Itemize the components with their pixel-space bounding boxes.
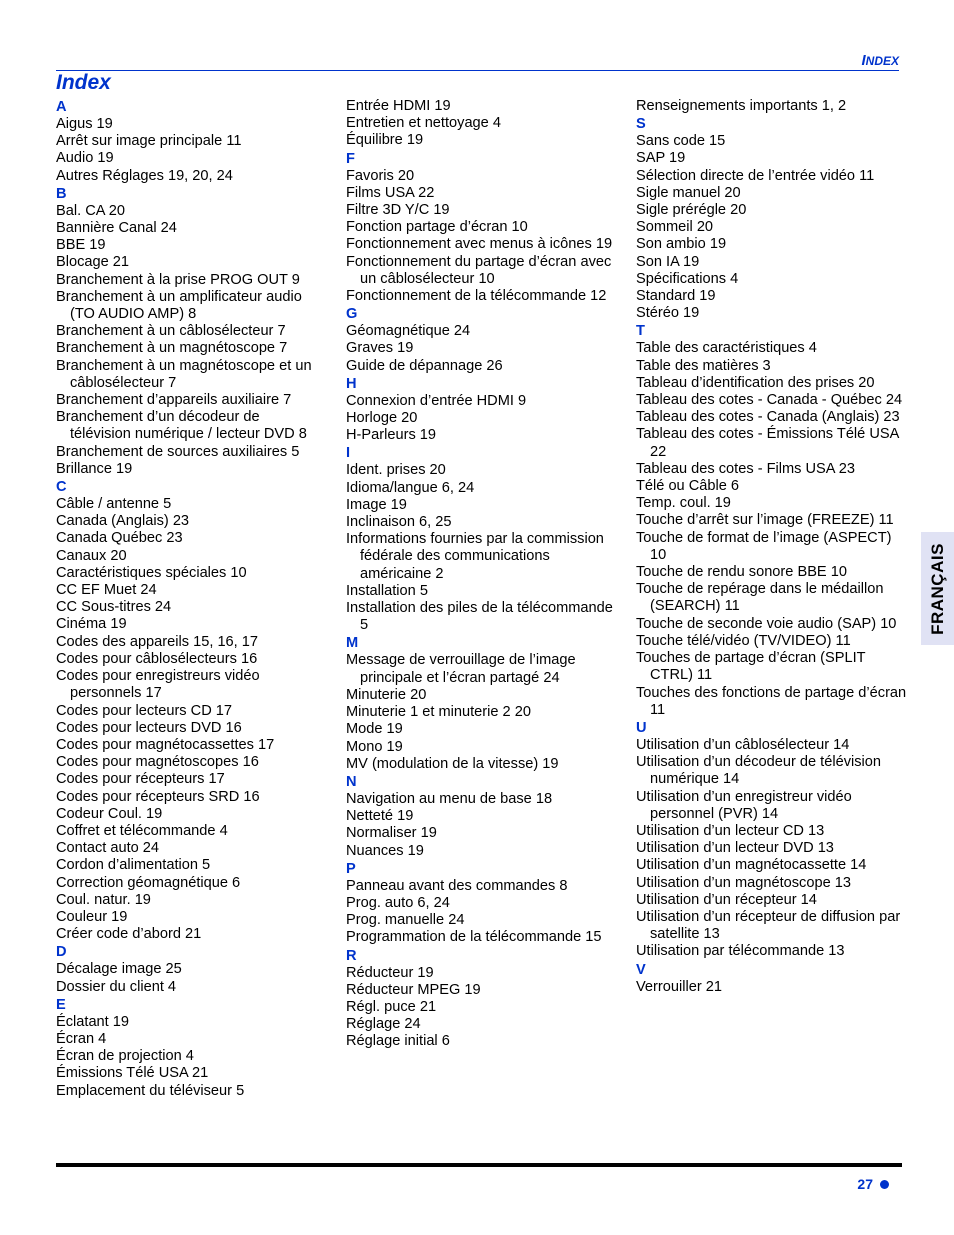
index-letter-n: N [346, 773, 357, 790]
index-entry: Codes pour câblosélecteurs 16 [56, 650, 258, 667]
index-entry: Branchement à un magnétoscope et un câblosélecteur 7 [56, 357, 312, 391]
index-entry: Cordon d’alimentation 5 [56, 857, 211, 874]
index-entry: Utilisation d’un magnétocassette 14 [636, 857, 867, 874]
index-entry: Réducteur MPEG 19 [346, 981, 481, 998]
language-side-tab-label: FRANÇAIS [927, 542, 947, 635]
index-column-1 [56, 98, 321, 1100]
index-entry: Utilisation par télécommande 13 [636, 943, 845, 960]
index-entry: Verrouiller 21 [636, 978, 722, 995]
index-entry: Idioma/langue 6, 24 [346, 479, 475, 496]
index-entry: Arrêt sur image principale 11 [56, 133, 242, 150]
index-entry: Créer code d’abord 21 [56, 926, 202, 943]
index-entry: Touche de repérage dans le médaillon (SEARCH) 11 [636, 581, 884, 615]
index-entry: Temp. coul. 19 [636, 495, 731, 512]
index-entry: Écran 4 [56, 1030, 107, 1047]
index-entry: Image 19 [346, 496, 407, 513]
index-entry: Codes pour lecteurs DVD 16 [56, 719, 242, 736]
index-entry: Sigle prérégle 20 [636, 202, 747, 219]
index-entry: Codes pour magnétoscopes 16 [56, 754, 259, 771]
index-entry: Télé ou Câble 6 [636, 478, 740, 495]
index-letter-h: H [346, 375, 357, 392]
index-entry: Touche de format de l’image (ASPECT) 10 [636, 529, 892, 563]
index-entry: Codes pour récepteurs SRD 16 [56, 788, 260, 805]
index-entry: MV (modulation de la vitesse) 19 [346, 755, 559, 772]
index-entry: Brillance 19 [56, 460, 133, 477]
index-entry: Tableau des cotes - Émissions Télé USA 22 [636, 426, 899, 460]
index-letter-r: R [346, 947, 357, 964]
index-entry: Autres Réglages 19, 20, 24 [56, 167, 233, 184]
top-rule [56, 70, 899, 71]
index-entry: Netteté 19 [346, 808, 414, 825]
index-letter-e: E [56, 996, 66, 1013]
index-entry: Mode 19 [346, 721, 403, 738]
index-entry: Audio 19 [56, 150, 114, 167]
index-entry: Normaliser 19 [346, 825, 437, 842]
index-entry: Entrée HDMI 19 [346, 98, 451, 114]
index-entry: Touche télé/vidéo (TV/VIDEO) 11 [636, 632, 851, 649]
index-entry: Équilibre 19 [346, 132, 424, 149]
index-entry: Bannière Canal 24 [56, 220, 177, 237]
index-entry: Utilisation d’un lecteur DVD 13 [636, 840, 834, 857]
index-entry: Codes des appareils 15, 16, 17 [56, 633, 259, 650]
index-column-2 [346, 98, 616, 1051]
index-entry: Fonction partage d’écran 10 [346, 219, 528, 236]
index-entry: H-Parleurs 19 [346, 427, 437, 444]
page-title: Index [56, 71, 111, 94]
index-entry: Sélection directe de l’entrée vidéo 11 [636, 167, 875, 184]
index-entry: Décalage image 25 [56, 961, 182, 978]
index-entry: Bal. CA 20 [56, 202, 125, 219]
running-head [861, 52, 899, 69]
index-entry: Message de verrouillage de l’image principale et l’écran partagé 24 [346, 652, 576, 686]
index-entry: Blocage 21 [56, 254, 130, 271]
index-entry: Codes pour enregistreurs vidéo personnels 17 [56, 668, 260, 702]
index-entry: Tableau des cotes - Canada (Anglais) 23 [636, 409, 900, 426]
index-entry: Touches des fonctions de partage d’écran 11 [636, 684, 907, 718]
index-entry: Installation des piles de la télécommande 5 [346, 600, 613, 634]
index-entry: Touches de partage d’écran (SPLIT CTRL) 11 [636, 650, 866, 684]
index-letter-t: T [636, 323, 645, 340]
index-entry: Inclinaison 6, 25 [346, 514, 452, 531]
index-entry: Touche d’arrêt sur l’image (FREEZE) 11 [636, 512, 894, 529]
index-letter-b: B [56, 185, 67, 202]
page-number: 27 [857, 1176, 873, 1192]
index-entry: Standard 19 [636, 288, 716, 305]
index-entry: Caractéristiques spéciales 10 [56, 564, 247, 581]
index-entry: Cinéma 19 [56, 616, 127, 633]
index-entry: Emplacement du téléviseur 5 [56, 1082, 245, 1099]
index-letter-i: I [346, 445, 351, 462]
bullet-icon [880, 1180, 889, 1189]
index-letter-u: U [636, 719, 647, 736]
index-entry: Contact auto 24 [56, 840, 160, 857]
bottom-rule [56, 1163, 902, 1167]
index-entry: Géomagnétique 24 [346, 323, 471, 340]
running-head-rest: NDEX [865, 54, 899, 68]
index-entry: Écran de projection 4 [56, 1048, 194, 1065]
index-entry: Codes pour récepteurs 17 [56, 771, 225, 788]
index-entry: Branchement de sources auxiliaires 5 [56, 443, 300, 460]
index-entry: BBE 19 [56, 237, 106, 254]
index-entry: Dossier du client 4 [56, 978, 177, 995]
index-entry: Utilisation d’un décodeur de télévision numérique 14 [636, 754, 882, 788]
index-entry: Canada (Anglais) 23 [56, 513, 190, 530]
index-letter-a: A [56, 99, 67, 115]
index-entry: Fonctionnement de la télécommande 12 [346, 288, 607, 305]
index-entry: Utilisation d’un enregistreur vidéo personnel (PVR) 14 [636, 788, 852, 822]
index-entry: Ident. prises 20 [346, 462, 446, 479]
index-letter-d: D [56, 944, 67, 961]
index-letter-c: C [56, 479, 67, 496]
index-entry: Stéréo 19 [636, 305, 700, 322]
index-entry: Guide de dépannage 26 [346, 357, 503, 374]
index-entry: Branchement à un magnétoscope 7 [56, 340, 288, 357]
page-number-block [857, 1176, 889, 1192]
index-entry: Table des matières 3 [636, 357, 771, 374]
index-entry: Mono 19 [346, 738, 403, 755]
index-entry: Tableau d’identification des prises 20 [636, 374, 875, 391]
index-entry: Branchement d’un décodeur de télévision numérique / lecteur DVD 8 [56, 409, 307, 443]
index-entry: Prog. auto 6, 24 [346, 894, 450, 911]
index-entry: Fonctionnement du partage d’écran avec un câblosélecteur 10 [346, 253, 612, 287]
index-entry: Utilisation d’un câblosélecteur 14 [636, 736, 850, 753]
index-entry: Connexion d’entrée HDMI 9 [346, 392, 527, 409]
index-entry: Installation 5 [346, 582, 428, 599]
index-entry: Filtre 3D Y/C 19 [346, 202, 450, 219]
index-entry: Utilisation d’un lecteur CD 13 [636, 822, 825, 839]
index-entry: Navigation au menu de base 18 [346, 790, 553, 807]
index-entry: Son IA 19 [636, 253, 700, 270]
index-letter-v: V [636, 961, 646, 978]
index-entry: Aigus 19 [56, 116, 113, 132]
index-entry: Branchement à la prise PROG OUT 9 [56, 271, 300, 288]
index-letter-g: G [346, 306, 358, 323]
index-entry: Graves 19 [346, 340, 414, 357]
index-entry: Utilisation d’un récepteur 14 [636, 891, 817, 908]
index-entry: Sigle manuel 20 [636, 184, 741, 201]
index-entry: Fonctionnement avec menus à icônes 19 [346, 236, 613, 253]
index-entry: CC Sous-titres 24 [56, 599, 172, 616]
index-entry: Programmation de la télécommande 15 [346, 929, 602, 946]
index-entry: Éclatant 19 [56, 1013, 130, 1030]
index-entry: Table des caractéristiques 4 [636, 340, 817, 357]
index-entry: Coul. natur. 19 [56, 891, 151, 908]
index-entry: Son ambio 19 [636, 236, 727, 253]
index-entry: SAP 19 [636, 150, 686, 167]
index-letter-s: S [636, 116, 646, 133]
language-side-tab [921, 532, 954, 645]
index-entry: Sans code 15 [636, 133, 726, 150]
index-entry: Codeur Coul. 19 [56, 805, 163, 822]
index-entry: Entretien et nettoyage 4 [346, 115, 501, 132]
index-entry: Nuances 19 [346, 842, 424, 859]
index-column-3 [636, 98, 911, 996]
index-entry: Minuterie 20 [346, 686, 427, 703]
index-entry: Minuterie 1 et minuterie 2 20 [346, 704, 531, 721]
index-entry: Tableau des cotes - Canada - Québec 24 [636, 392, 903, 409]
index-entry: Couleur 19 [56, 908, 128, 925]
index-entry: Prog. manuelle 24 [346, 912, 465, 929]
index-entry: Réducteur 19 [346, 964, 434, 981]
index-entry: Favoris 20 [346, 167, 415, 184]
index-entry: Touche de seconde voie audio (SAP) 10 [636, 615, 897, 632]
index-letter-m: M [346, 635, 359, 652]
index-letter-f: F [346, 150, 355, 167]
index-entry: Coffret et télécommande 4 [56, 822, 228, 839]
index-entry: Spécifications 4 [636, 270, 739, 287]
index-entry: CC EF Muet 24 [56, 582, 157, 599]
index-entry: Branchement à un câblosélecteur 7 [56, 323, 286, 340]
index-entry: Renseignements importants 1, 2 [636, 98, 847, 114]
index-entry: Sommeil 20 [636, 219, 714, 236]
index-entry: Câble / antenne 5 [56, 496, 172, 513]
index-entry: Codes pour lecteurs CD 17 [56, 702, 233, 719]
index-entry: Utilisation d’un récepteur de diffusion par satellite 13 [636, 908, 901, 943]
running-head-initial: I [861, 52, 866, 69]
index-entry: Films USA 22 [346, 184, 435, 201]
index-entry: Émissions Télé USA 21 [56, 1065, 209, 1082]
index-entry: Informations fournies par la commission fédérale des communications américaine 2 [346, 531, 604, 582]
index-entry: Canada Québec 23 [56, 530, 183, 547]
index-entry: Utilisation d’un magnétoscope 13 [636, 874, 851, 891]
index-entry: Branchement à un amplificateur audio (TO AUDIO AMP) 8 [56, 288, 302, 323]
index-entry: Réglage 24 [346, 1016, 421, 1033]
index-entry: Réglage initial 6 [346, 1033, 450, 1050]
index-entry: Touche de rendu sonore BBE 10 [636, 564, 847, 581]
index-entry: Correction géomagnétique 6 [56, 874, 241, 891]
index-entry: Horloge 20 [346, 410, 418, 427]
index-letter-p: P [346, 860, 356, 877]
index-entry: Régl. puce 21 [346, 998, 437, 1015]
index-entry: Panneau avant des commandes 8 [346, 877, 568, 894]
index-entry: Codes pour magnétocassettes 17 [56, 736, 275, 753]
index-entry: Canaux 20 [56, 547, 127, 564]
index-entry: Tableau des cotes - Films USA 23 [636, 460, 856, 477]
index-entry: Branchement d’appareils auxiliaire 7 [56, 392, 292, 409]
